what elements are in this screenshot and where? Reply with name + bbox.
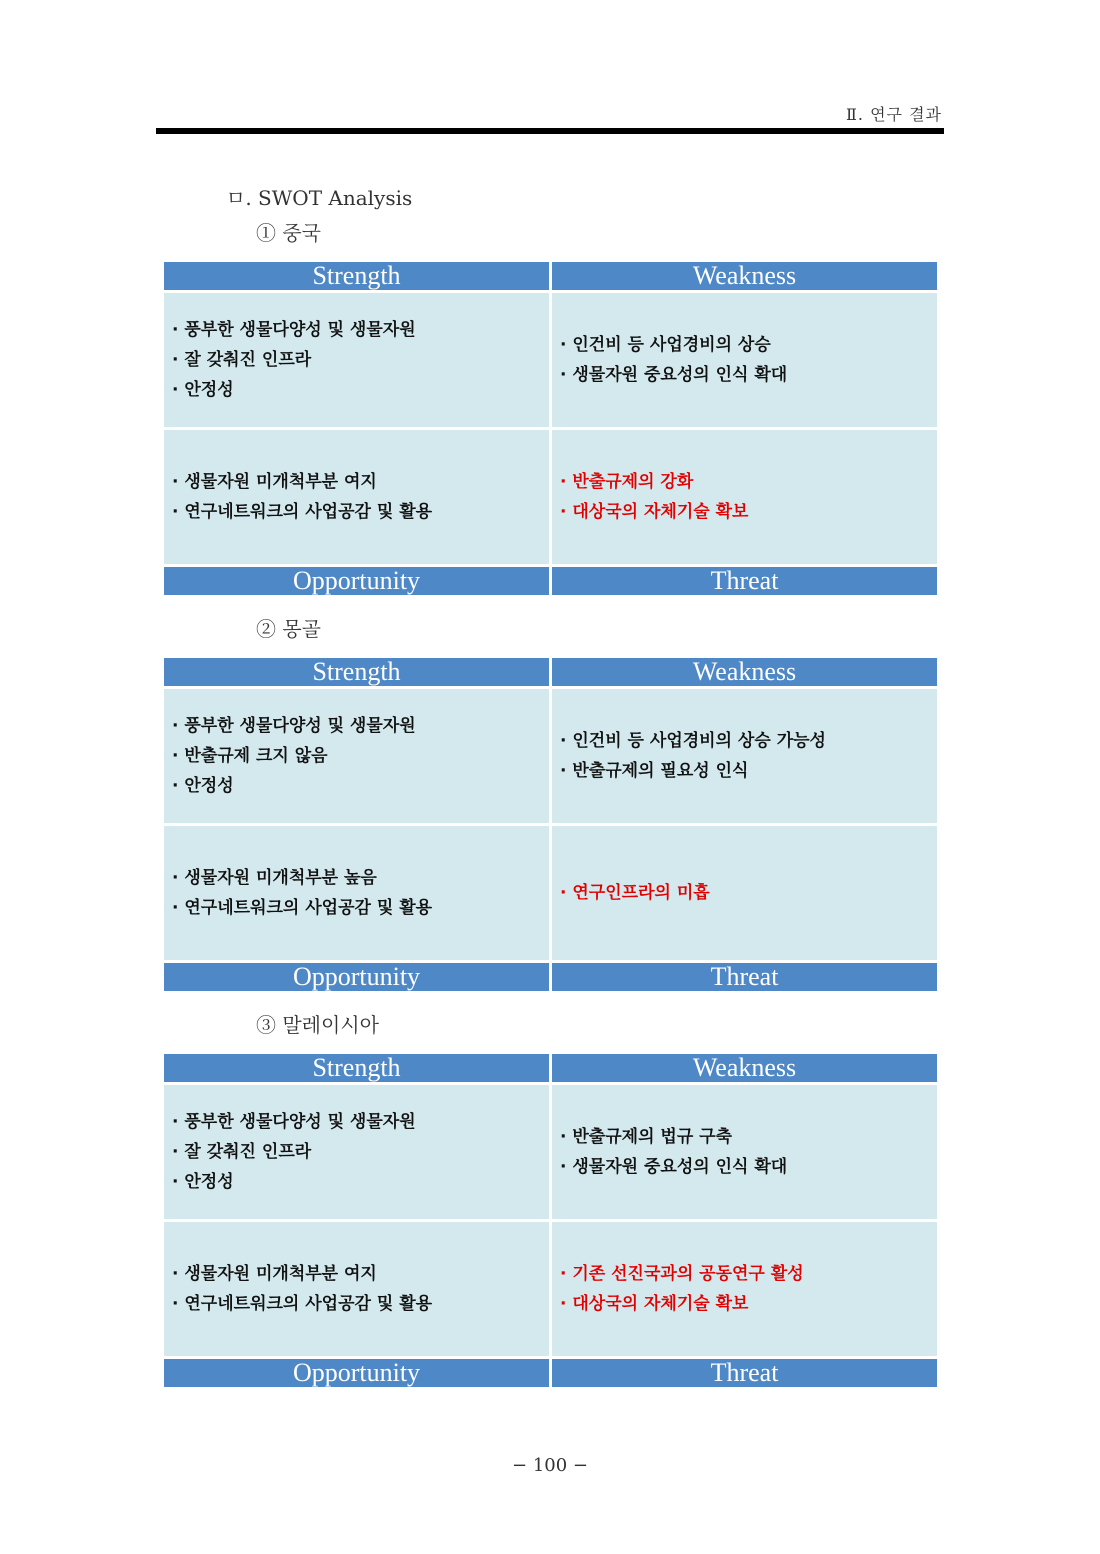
list-item: · 인건비 등 사업경비의 상승 가능성 bbox=[560, 731, 826, 751]
strength-cell bbox=[164, 689, 549, 823]
swot-table-mongolia bbox=[164, 658, 937, 991]
strength-cell bbox=[164, 1085, 549, 1219]
threat-cell bbox=[552, 1222, 937, 1356]
list-item: · 대상국의 자체기술 확보 bbox=[560, 1294, 749, 1314]
threat-cell bbox=[552, 430, 937, 564]
list-item: · 안정성 bbox=[172, 380, 234, 400]
weakness-header: Weakness bbox=[552, 262, 937, 290]
threat-header: Threat bbox=[552, 1359, 937, 1387]
opportunity-cell bbox=[164, 1222, 549, 1356]
header-rule bbox=[156, 128, 944, 134]
threat-cell bbox=[552, 826, 937, 960]
country-title-malaysia: ③ 말레이시아 bbox=[256, 1013, 379, 1037]
strength-cell bbox=[164, 293, 549, 427]
list-item: · 반출규제의 필요성 인식 bbox=[560, 761, 749, 781]
list-item: · 인건비 등 사업경비의 상승 bbox=[560, 335, 771, 355]
list-item: · 안정성 bbox=[172, 776, 234, 796]
list-item: · 생물자원 미개척부분 높음 bbox=[172, 868, 377, 888]
list-item: · 대상국의 자체기술 확보 bbox=[560, 502, 749, 522]
list-item: · 풍부한 생물다양성 및 생물자원 bbox=[172, 716, 416, 736]
country-title-china: ① 중국 bbox=[256, 221, 321, 245]
weakness-cell bbox=[552, 293, 937, 427]
swot-table-china bbox=[164, 262, 937, 595]
weakness-cell bbox=[552, 689, 937, 823]
list-item: · 반출규제의 법규 구축 bbox=[560, 1127, 733, 1147]
weakness-header: Weakness bbox=[552, 1054, 937, 1082]
opportunity-header: Opportunity bbox=[164, 1359, 549, 1387]
list-item: · 잘 갖춰진 인프라 bbox=[172, 350, 312, 370]
page-number: − 100 − bbox=[512, 1455, 588, 1476]
weakness-header: Weakness bbox=[552, 658, 937, 686]
list-item: · 풍부한 생물다양성 및 생물자원 bbox=[172, 320, 416, 340]
list-item: · 연구네트워크의 사업공감 및 활용 bbox=[172, 1294, 433, 1314]
opportunity-cell bbox=[164, 430, 549, 564]
list-item: · 생물자원 미개척부분 여지 bbox=[172, 472, 377, 492]
list-item: · 생물자원 미개척부분 여지 bbox=[172, 1264, 377, 1284]
section-title: ㅁ. SWOT Analysis bbox=[226, 186, 413, 210]
weakness-cell bbox=[552, 1085, 937, 1219]
opportunity-header: Opportunity bbox=[164, 567, 549, 595]
threat-header: Threat bbox=[552, 963, 937, 991]
swot-table-malaysia bbox=[164, 1054, 937, 1387]
opportunity-header: Opportunity bbox=[164, 963, 549, 991]
country-title-mongolia: ② 몽골 bbox=[256, 617, 321, 641]
list-item: · 잘 갖춰진 인프라 bbox=[172, 1142, 312, 1162]
list-item: · 안정성 bbox=[172, 1172, 234, 1192]
list-item: · 반출규제 크지 않음 bbox=[172, 746, 328, 766]
list-item: · 생물자원 중요성의 인식 확대 bbox=[560, 1157, 788, 1177]
list-item: · 풍부한 생물다양성 및 생물자원 bbox=[172, 1112, 416, 1132]
strength-header: Strength bbox=[164, 1054, 549, 1082]
list-item: · 반출규제의 강화 bbox=[560, 472, 694, 492]
running-header: Ⅱ. 연구 결과 bbox=[846, 105, 942, 124]
strength-header: Strength bbox=[164, 262, 549, 290]
list-item: · 연구인프라의 미흡 bbox=[560, 883, 710, 903]
opportunity-cell bbox=[164, 826, 549, 960]
strength-header: Strength bbox=[164, 658, 549, 686]
threat-header: Threat bbox=[552, 567, 937, 595]
list-item: · 연구네트워크의 사업공감 및 활용 bbox=[172, 898, 433, 918]
list-item: · 연구네트워크의 사업공감 및 활용 bbox=[172, 502, 433, 522]
list-item: · 기존 선진국과의 공동연구 활성 bbox=[560, 1264, 804, 1284]
list-item: · 생물자원 중요성의 인식 확대 bbox=[560, 365, 788, 385]
